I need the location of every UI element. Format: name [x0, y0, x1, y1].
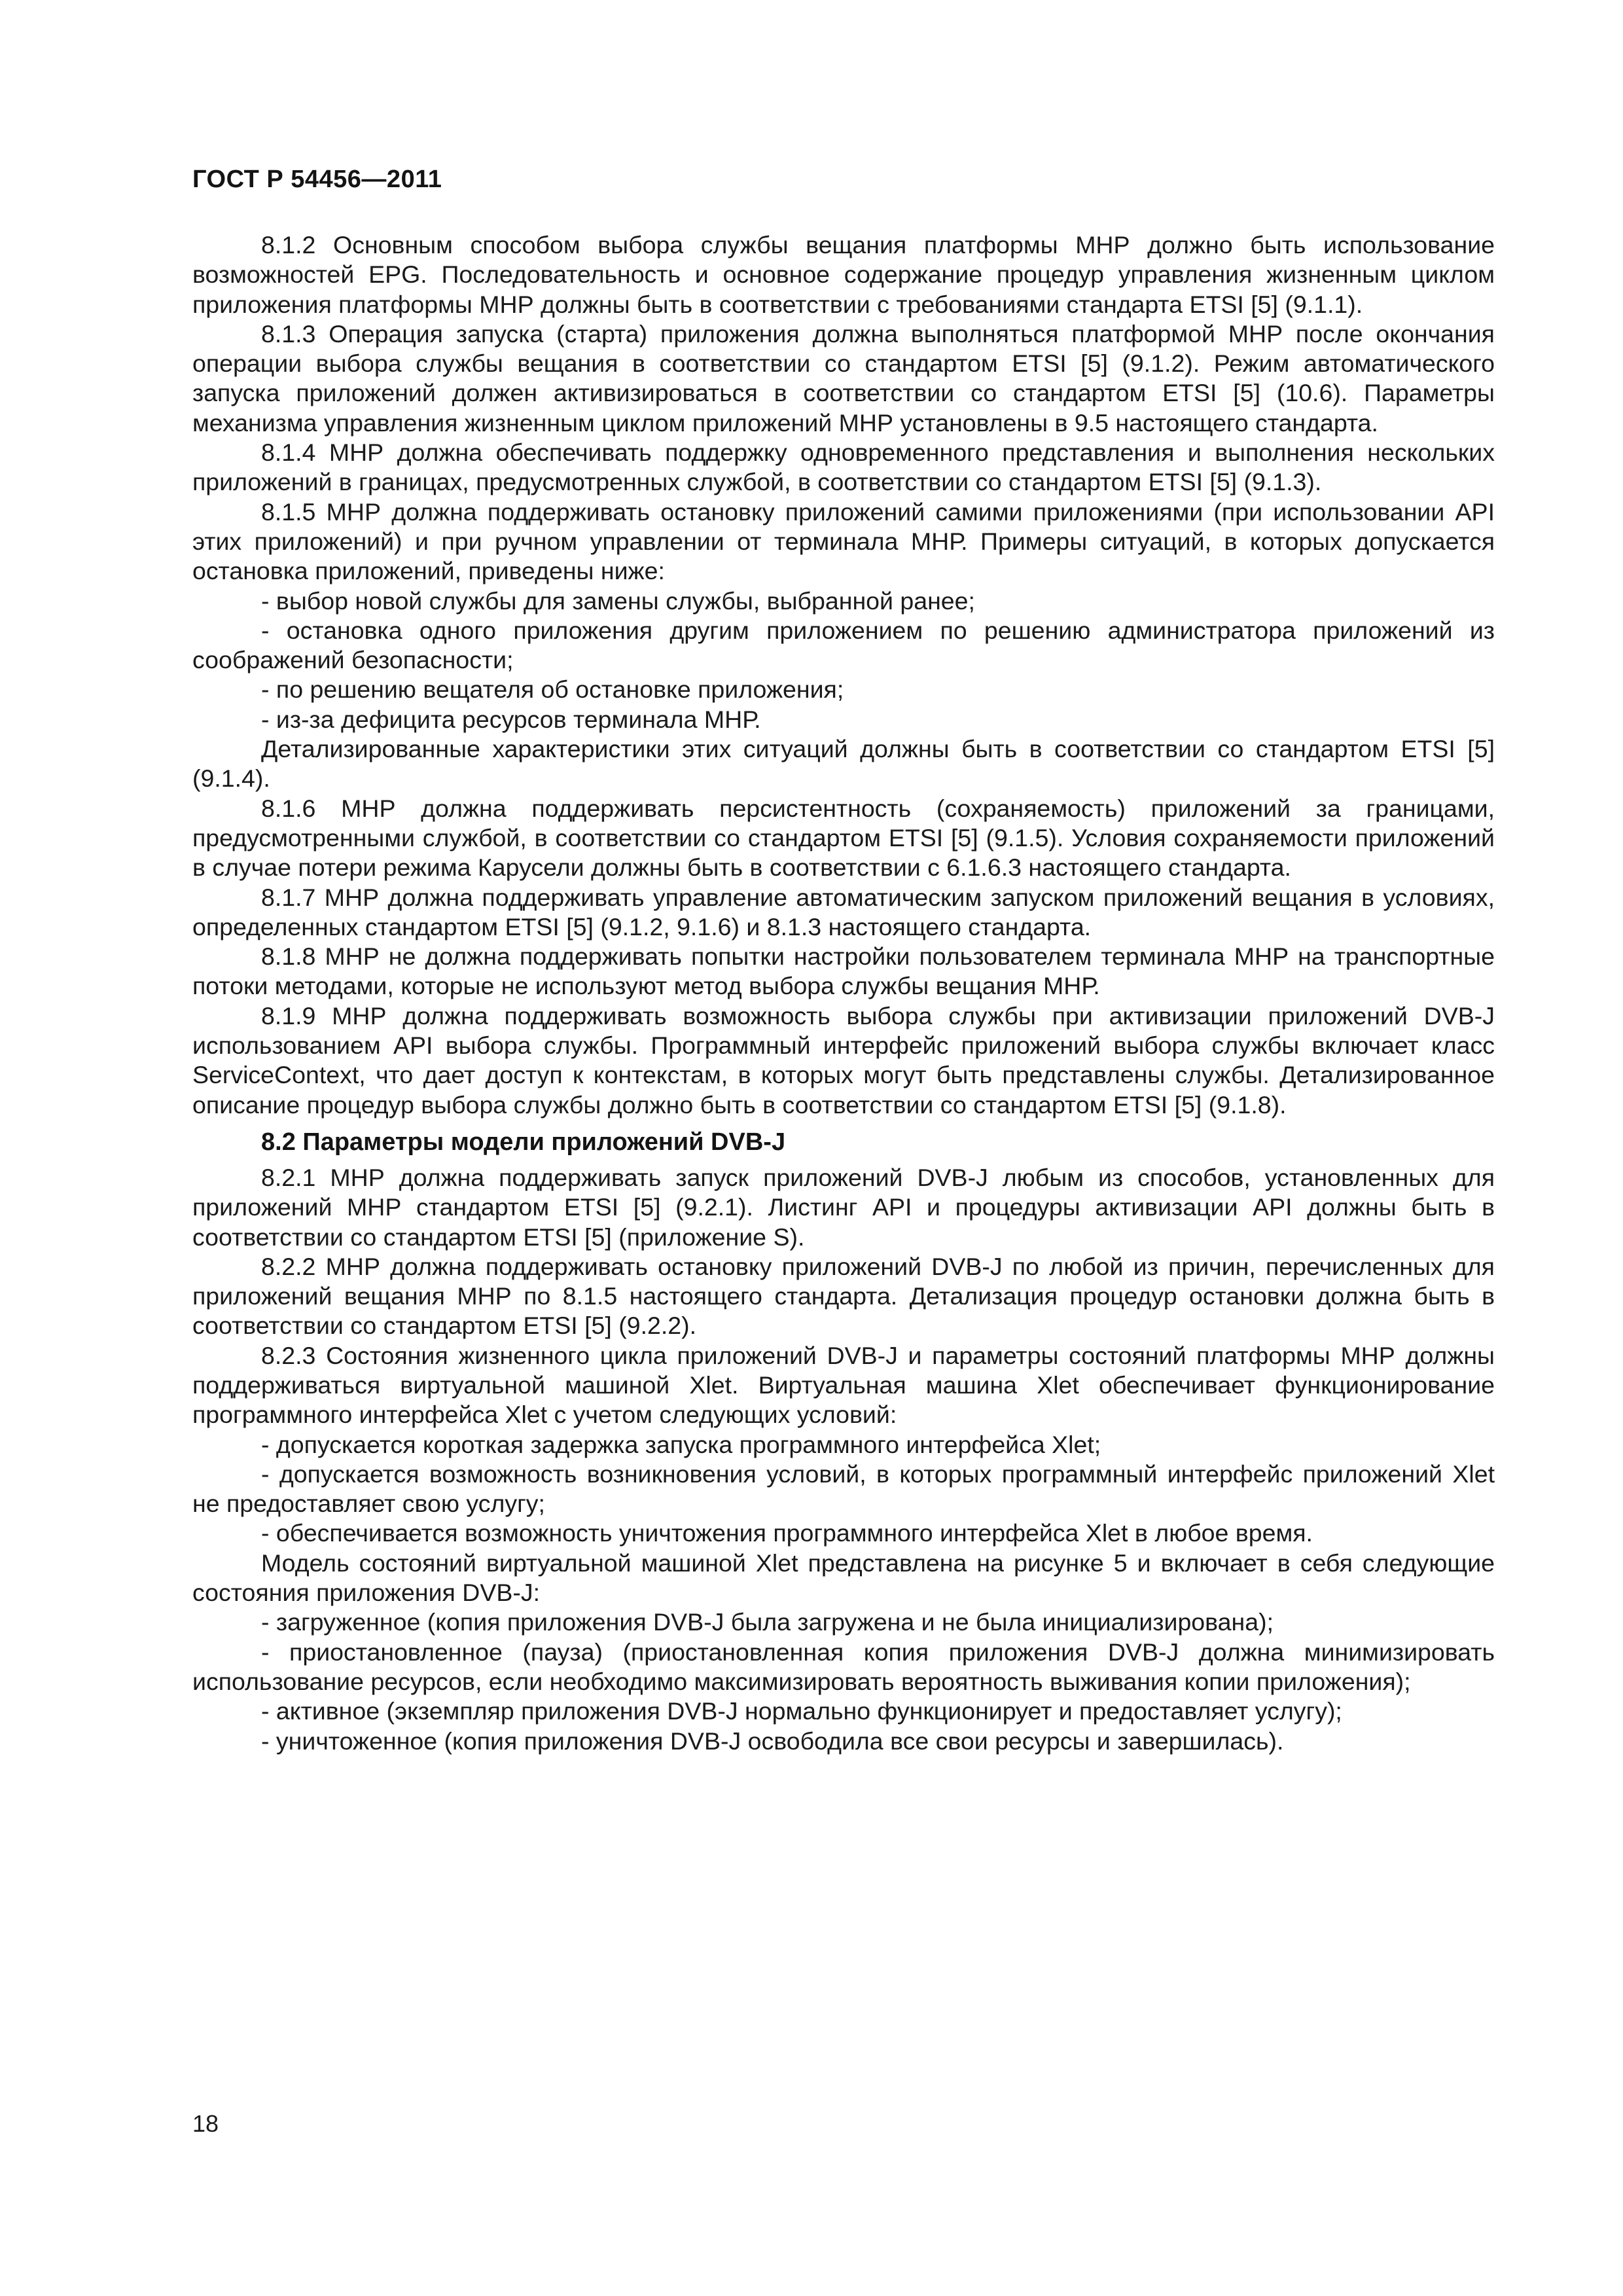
page-number: 18 [192, 2110, 219, 2137]
list-item: - допускается возможность возникновения условий, в которых программный интерфейс приложений Xlet не предоставляет свою услугу; [192, 1460, 1495, 1518]
list-item: - активное (экземпляр приложения DVB-J нормально функционирует и предоставляет услугу); [261, 1697, 1342, 1725]
list-item: - из-за дефицита ресурсов терминала МНР. [261, 705, 761, 733]
paragraph: Модель состояний виртуальной машиной Xlet представлена на рисунке 5 и включает в себя следующие состояния приложения DVB-J: [192, 1549, 1495, 1607]
paragraph: 8.1.7 МНР должна поддерживать управление автоматическим запуском приложений вещания в условиях, определенных стандартом ETSI [5] (9.1.2, 9.1.6) и 8.1.3 настоящего стандарта. [192, 883, 1495, 941]
paragraph: 8.1.4 МНР должна обеспечивать поддержку одновременного представления и выполнения нескольких приложений в границах, предусмотренных службой, в соответствии со стандартом ETSI [5] (9.1.3). [192, 439, 1495, 496]
list-item: - приостановленное (пауза) (приостановленная копия приложения DVB-J должна минимизировать использование ресурсов, если необходимо максимизировать вероятность выживания копии приложения); [192, 1638, 1495, 1695]
section-heading: 8.2 Параметры модели приложений DVB-J [261, 1128, 786, 1156]
paragraph: 8.1.2 Основным способом выбора службы вещания платформы МНР должно быть использование возможностей EPG. Последовательность и основное содержание процедур управления жизненным циклом приложения платформы МНР должны быть в соответствии с требованиями стандарта ETSI [5] (9.1.1). [192, 231, 1495, 318]
list-item: - выбор новой службы для замены службы, выбранной ранее; [261, 586, 975, 615]
list-item: - обеспечивается возможность уничтожения программного интерфейса Xlet в любое время. [261, 1519, 1313, 1547]
list-item: - по решению вещателя об остановке приложения; [261, 675, 844, 704]
list-item: - загруженное (копия приложения DVB-J была загружена и не была инициализирована); [261, 1608, 1274, 1636]
paragraph: Детализированные характеристики этих ситуаций должны быть в соответствии со стандартом ETSI [5] (9.1.4). [192, 735, 1495, 793]
paragraph: 8.1.8 МНР не должна поддерживать попытки настройки пользователем терминала МНР на транспортные потоки методами, которые не используют метод выбора службы вещания МНР. [192, 942, 1495, 1000]
paragraph: 8.1.5 МНР должна поддерживать остановку приложений самими приложениями (при использовании API этих приложений) и при ручном управлении от терминала МНР. Примеры ситуаций, в которых допускается остановка приложений, приведены ниже: [192, 497, 1495, 585]
document-standard-header: ГОСТ Р 54456—2011 [192, 166, 442, 193]
list-item: - уничтоженное (копия приложения DVB-J освободила все свои ресурсы и завершилась). [261, 1727, 1284, 1755]
paragraph: 8.2.2 МНР должна поддерживать остановку приложений DVB-J по любой из причин, перечисленных для приложений вещания МНР по 8.1.5 настоящего стандарта. Детализация процедур остановки должна быть в соответствии со стандартом ETSI [5] (9.2.2). [192, 1252, 1495, 1340]
paragraph: 8.1.9 МНР должна поддерживать возможность выбора службы при активизации приложений DVB-J использованием API выбора службы. Программный интерфейс приложений выбора службы включает класс ServiceContext, что дает доступ к контекстам, в которых могут быть представлены службы. Детализированное описание процедур выбора службы должно быть в соответствии со стандартом ETSI [5] (9.1.8). [192, 1001, 1495, 1119]
paragraph: 8.1.3 Операция запуска (старта) приложения должна выполняться платформой МНР после окончания операции выбора службы вещания в соответствии со стандартом ETSI [5] (9.1.2). Режим автоматического запуска приложений должен активизироваться в соответствии со стандартом ETSI [5] (10.6). Параметры механизма управления жизненным циклом приложений МНР установлены в 9.5 настоящего стандарта. [192, 319, 1495, 437]
paragraph: 8.2.3 Состояния жизненного цикла приложений DVB-J и параметры состояний платформы МНР должны поддерживаться виртуальной машиной Xlet. Виртуальная машина Xlet обеспечивает функционирование программного интерфейса Xlet с учетом следующих условий: [192, 1341, 1495, 1429]
document-body [192, 230, 1495, 1756]
list-item: - остановка одного приложения другим приложением по решению администратора приложений из соображений безопасности; [192, 616, 1495, 674]
paragraph: 8.2.1 МНР должна поддерживать запуск приложений DVB-J любым из способов, установленных для приложений МНР стандартом ETSI [5] (9.2.1). Листинг API и процедуры активизации API должны быть в соответствии со стандартом ETSI [5] (приложение S). [192, 1163, 1495, 1251]
paragraph: 8.1.6 МНР должна поддерживать персистентность (сохраняемость) приложений за границами, предусмотренными службой, в соответствии со стандартом ETSI [5] (9.1.5). Условия сохраняемости приложений в случае потери режима Карусели должны быть в соответствии с 6.1.6.3 настоящего стандарта. [192, 794, 1495, 882]
list-item: - допускается короткая задержка запуска программного интерфейса Xlet; [261, 1430, 1101, 1458]
